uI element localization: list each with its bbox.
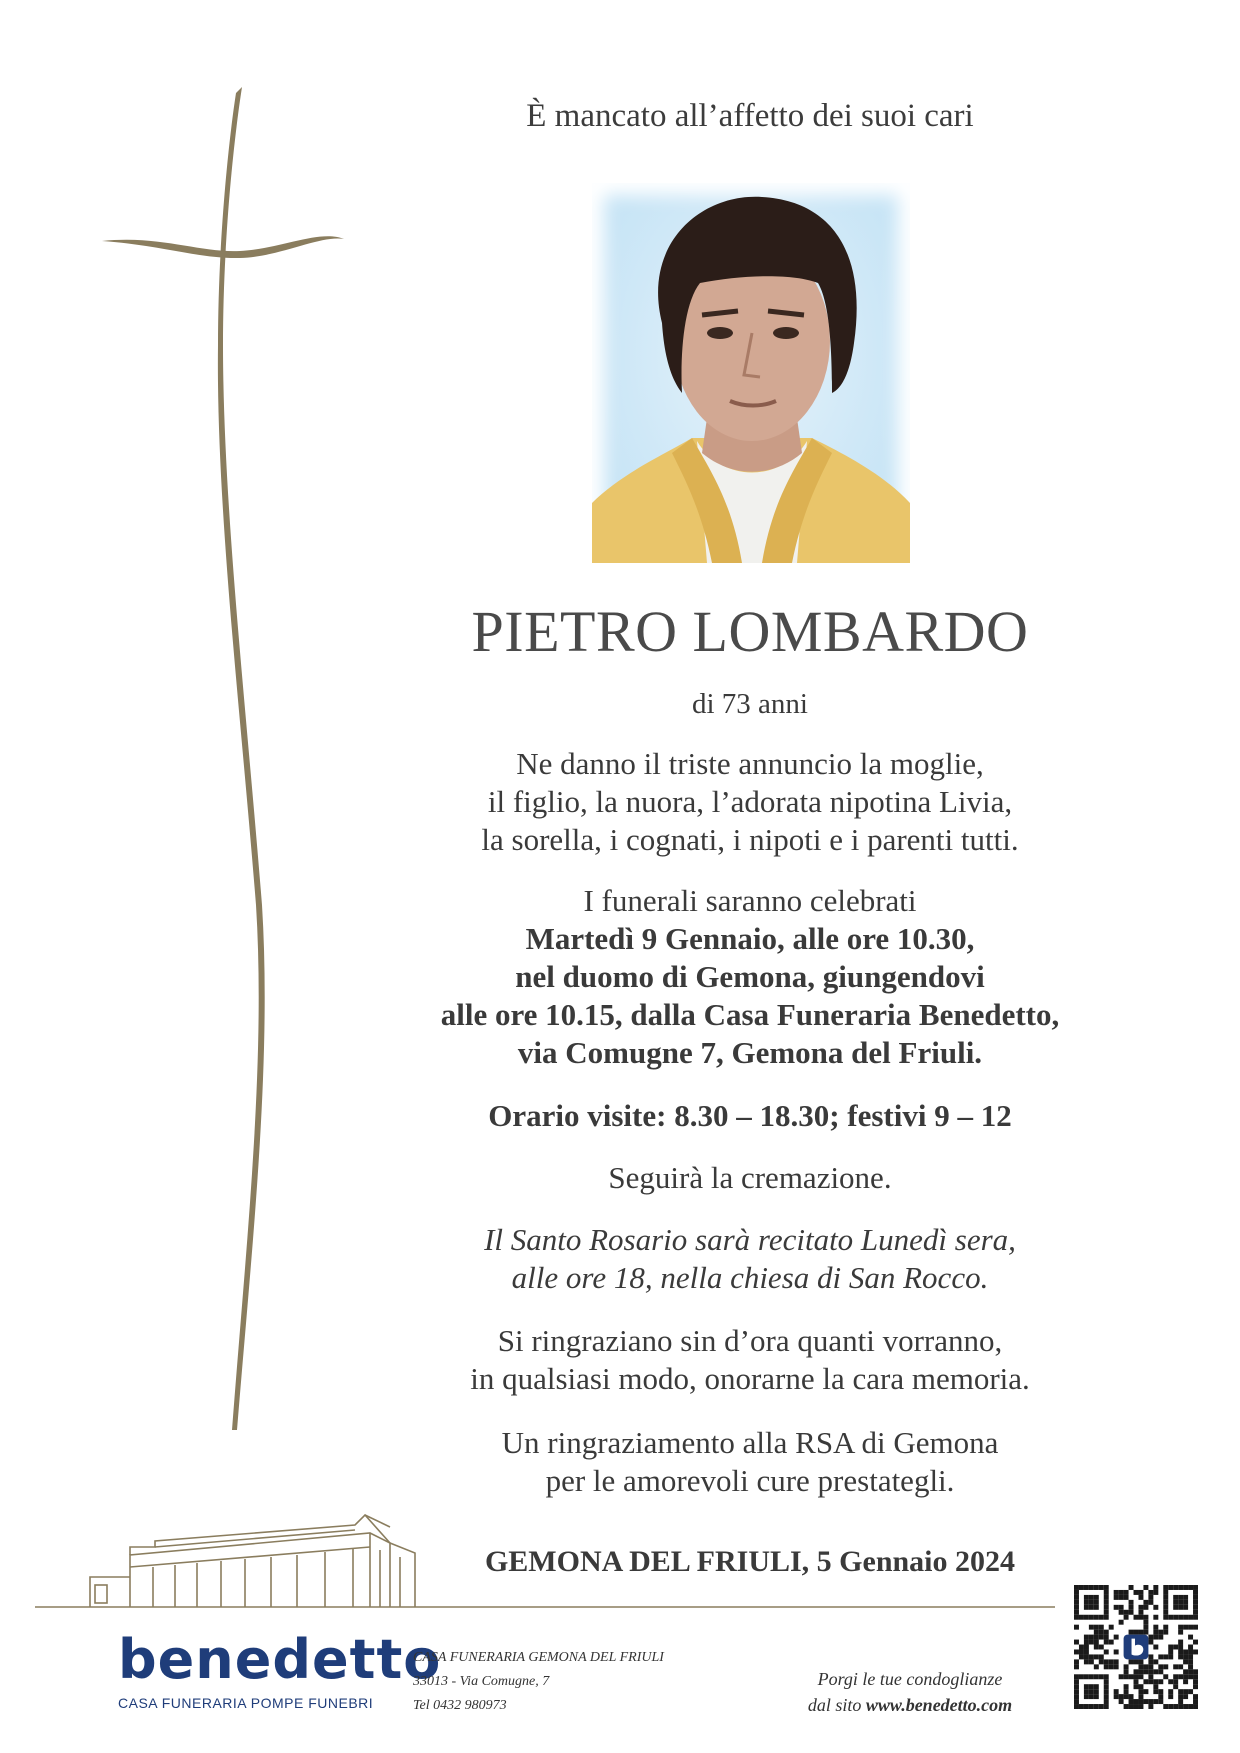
- visiting-hours: Orario visite: 8.30 – 18.30; festivi 9 – 12: [488, 1098, 1012, 1133]
- rsa-thanks-line: Un ringraziamento alla RSA di Gemona: [501, 1425, 999, 1460]
- funeral-intro: I funerali saranno celebrati: [583, 883, 917, 918]
- funeral-detail-line: alle ore 10.15, dalla Casa Funeraria Benedetto,: [440, 997, 1060, 1032]
- funeral-detail-line: via Comugne 7, Gemona del Friuli.: [517, 1035, 983, 1070]
- rsa-thanks-line: per le amorevoli cure prestategli.: [545, 1463, 955, 1498]
- qr-code-icon[interactable]: [1074, 1585, 1198, 1709]
- funeral-detail-line: Martedì 9 Gennaio, alle ore 10.30,: [525, 921, 975, 956]
- announcement-line: Ne danno il triste annuncio la moglie,: [516, 746, 984, 781]
- address-line: Tel 0432 980973: [413, 1698, 507, 1713]
- deceased-name: PIETRO LOMBARDO: [471, 599, 1029, 664]
- condolences-prefix: dal sito: [807, 1695, 866, 1715]
- address-line: CASA FUNERARIA GEMONA DEL FRIULI: [413, 1650, 664, 1665]
- portrait-photo: [592, 183, 910, 563]
- rosary-info: [390, 1221, 1110, 1297]
- address-line: 33013 - Via Comugne, 7: [413, 1674, 550, 1689]
- benedetto-logo: benedetto: [118, 1628, 442, 1691]
- thanks: [390, 1322, 1110, 1398]
- rosary-line: alle ore 18, nella chiesa di San Rocco.: [511, 1260, 989, 1295]
- thanks-line: Si ringraziano sin d’ora quanti vorranno,: [497, 1323, 1003, 1358]
- announcement-line: la sorella, i cognati, i nipoti e i parenti tutti.: [481, 822, 1019, 857]
- funeral-home-address: [413, 1646, 664, 1718]
- cross-icon: [90, 85, 360, 1435]
- thanks-line: in qualsiasi modo, onorarne la cara memoria.: [470, 1361, 1030, 1396]
- condolences-note: [760, 1666, 1060, 1718]
- announcement-line: il figlio, la nuora, l’adorata nipotina Livia,: [487, 784, 1013, 819]
- condolences-line: Porgi le tue condoglianze: [817, 1669, 1003, 1689]
- logo-subtitle: CASA FUNERARIA POMPE FUNEBRI: [118, 1695, 374, 1711]
- heading: È mancato all’affetto dei suoi cari: [526, 98, 974, 134]
- place-date: GEMONA DEL FRIULI, 5 Gennaio 2024: [484, 1545, 1016, 1578]
- cremation-note: Seguirà la cremazione.: [608, 1160, 892, 1195]
- age: di 73 anni: [692, 688, 808, 720]
- announcement: [390, 745, 1110, 859]
- rosary-line: Il Santo Rosario sarà recitato Lunedì sera,: [484, 1222, 1016, 1257]
- website-link[interactable]: www.benedetto.com: [865, 1695, 1013, 1715]
- funeral-info: [390, 882, 1110, 1072]
- funeral-detail-line: nel duomo di Gemona, giungendovi: [515, 959, 985, 994]
- condolences-line: [760, 1692, 1060, 1718]
